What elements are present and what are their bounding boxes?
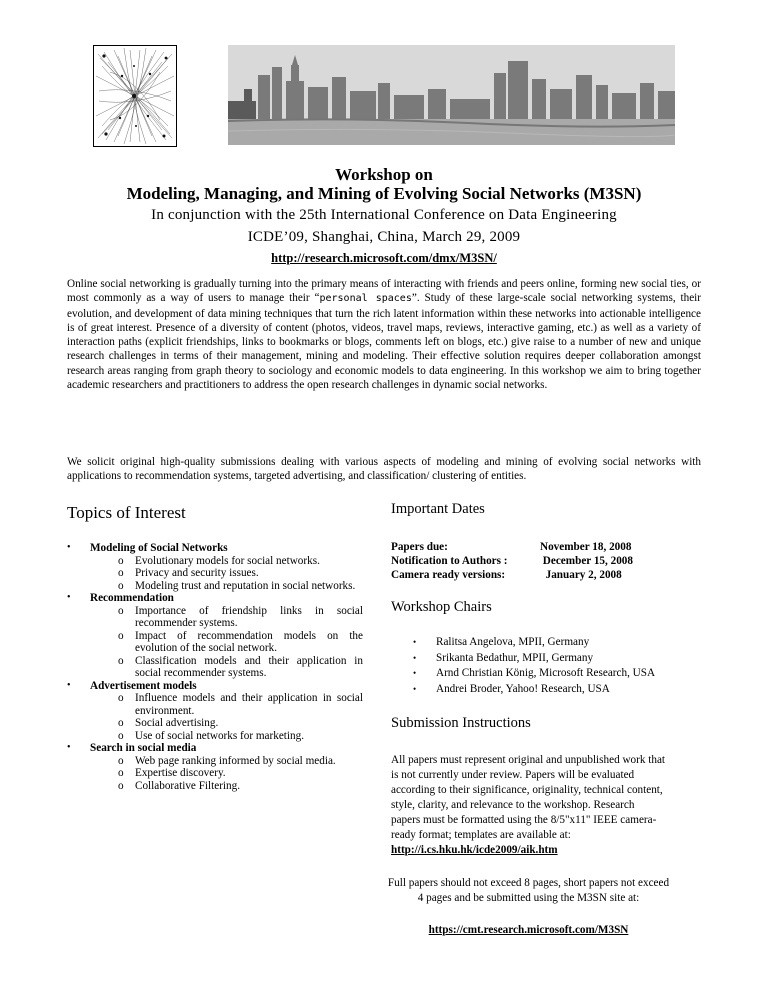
solicit-paragraph: We solicit original high-quality submissions dealing with various aspects of modeling and mining of evolving social networks with applications to recommendation systems, targeted advertising, and classification/ clustering of entities. [67, 456, 701, 483]
subtopic-text: Modeling trust and reputation in social networks. [135, 579, 356, 592]
bullet-icon: • [413, 683, 417, 694]
page-limit-paragraph: Full papers should not exceed 8 pages, short papers not exceed 4 pages and be submitted using the M3SN site at: [387, 877, 670, 904]
subtopic-text: Collaborative Filtering. [135, 779, 241, 792]
topic-item [67, 542, 363, 592]
conjunction-line: In conjunction with the 25th International Conference on Data Engineering [151, 207, 617, 223]
bullet-icon: • [413, 637, 417, 647]
subtopic-text: Importance of friendship links in social recommender systems. [135, 604, 363, 629]
subtopic-text: Use of social networks for marketing. [135, 729, 305, 742]
workshop-title: Workshop on [335, 165, 433, 184]
sub-bullet-icon: o [118, 767, 124, 779]
topic-label: Recommendation [90, 592, 174, 604]
chairs-heading: Workshop Chairs [391, 599, 492, 615]
sub-bullet-icon: o [118, 567, 124, 579]
submission-heading: Submission Instructions [391, 715, 531, 731]
workshop-url-link[interactable]: http://research.microsoft.com/dmx/M3SN/ [271, 251, 497, 265]
dates-table [391, 540, 656, 582]
topics-heading: Topics of Interest [67, 503, 186, 522]
topic-item [67, 592, 363, 680]
subtopic-text: Privacy and security issues. [135, 567, 259, 579]
sub-bullet-icon: o [118, 692, 124, 704]
topic-label: Advertisement models [90, 679, 197, 692]
chairs-list [413, 635, 655, 697]
sub-bullet-icon: o [118, 717, 124, 729]
subtopic-text: Influence models and their application in social environment. [135, 692, 363, 717]
chair-item [413, 682, 655, 698]
bullet-icon: • [67, 742, 71, 753]
chair-item [413, 635, 655, 651]
subtopic-text: Classification models and their application in social recommender systems. [135, 654, 363, 679]
date-row [391, 554, 656, 568]
chair-item [413, 651, 655, 667]
date-value: December 15, 2008 [540, 555, 633, 567]
subtopic-item [90, 580, 363, 593]
date-label: Notification to Authors : [391, 555, 508, 567]
sub-bullet-icon: o [118, 754, 124, 767]
subtopic-item [90, 767, 363, 780]
date-label: Papers due: [391, 541, 448, 553]
chair-name: Andrei Broder, Yahoo! Research, USA [436, 682, 610, 695]
intro-text-part1: Online social networking is gradually turning into the primary means of interacting with friends and peers online, forming new social ties, or most commonly as a way of users to manage their “ [67, 278, 701, 305]
sub-bullet-icon: o [118, 579, 124, 592]
subtopic-text: Expertise discovery. [135, 767, 226, 779]
subtopic-item [90, 755, 363, 768]
topic-label: Modeling of Social Networks [90, 542, 228, 554]
sub-bullet-icon: o [118, 554, 124, 567]
event-line: ICDE’09, Shanghai, China, March 29, 2009 [247, 229, 521, 245]
bullet-icon: • [67, 592, 71, 603]
subtopic-text: Social advertising. [135, 717, 219, 729]
bullet-icon: • [67, 542, 71, 553]
subtopic-item [90, 555, 363, 568]
submission-paragraph [391, 753, 666, 858]
network-graph-image [93, 45, 177, 147]
date-row [391, 568, 656, 582]
chair-name: Ralitsa Angelova, MPII, Germany [436, 636, 590, 648]
template-url-link[interactable]: http://i.cs.hku.hk/icde2009/aik.htm [391, 844, 558, 856]
sub-bullet-icon: o [118, 604, 124, 617]
subtopic-item [90, 730, 363, 743]
sub-bullet-icon: o [118, 654, 124, 667]
subtopic-item [90, 780, 363, 793]
shanghai-skyline-photo [228, 45, 675, 145]
subtopic-item [90, 717, 363, 730]
subtopic-item [90, 567, 363, 580]
submission-text: All papers must represent original and unpublished work that is not currently under review. Papers will be evaluated according to their significance, originality, technical content, style, clarity, and relevance to the workshop. Research papers must be formatted using the 8/5"x11" IEEE camera-ready format; templates are available at: [391, 754, 666, 841]
bullet-icon: • [413, 652, 417, 663]
chair-name: Arnd Christian König, Microsoft Research, USA [436, 667, 656, 679]
subtopic-item [90, 630, 363, 655]
bullet-icon: • [67, 679, 71, 691]
topic-label: Search in social media [90, 742, 197, 754]
subtopic-item [90, 605, 363, 630]
date-row [391, 540, 656, 554]
sub-bullet-icon: o [118, 629, 124, 642]
chair-item [413, 666, 655, 682]
date-value: January 2, 2008 [540, 569, 622, 581]
topics-list [67, 542, 363, 792]
bullet-icon: • [413, 668, 417, 678]
workshop-subtitle: Modeling, Managing, and Mining of Evolving Social Networks (M3SN) [126, 184, 642, 203]
subtopic-text: Impact of recommendation models on the evolution of the social network. [135, 629, 363, 654]
network-graph-icon [94, 46, 176, 146]
intro-paragraph [67, 277, 701, 392]
topic-item [67, 742, 363, 792]
topic-item [67, 680, 363, 743]
skyline-icon [228, 45, 675, 145]
subtopic-item [90, 655, 363, 680]
sub-bullet-icon: o [118, 779, 124, 792]
sub-bullet-icon: o [118, 729, 124, 742]
date-label: Camera ready versions: [391, 569, 506, 581]
subtopic-text: Evolutionary models for social networks. [135, 554, 320, 567]
dates-heading: Important Dates [391, 501, 485, 517]
chair-name: Srikanta Bedathur, MPII, Germany [436, 651, 594, 664]
subtopic-item [90, 692, 363, 717]
cmt-submission-link[interactable]: https://cmt.research.microsoft.com/M3SN [428, 924, 629, 936]
date-value: November 18, 2008 [540, 541, 632, 553]
intro-text-part2: ”. Study of these large-scale social networking systems, their evolution, and development of data mining techniques that turn the rich latent information within these networks into actionable intelligence is of great interest. Presence of a diversity of content (photos, videos, travel maps, reviews, interactive gaming, etc.) as well as a variety of interaction paths (explicit friendships, links to bookmarks or blogs, comments left on blogs, etc.) give raise to a number of new and unique research challenges in terms of their management, mining and modeling. Their effective solution requires deeper collaboration amongst research areas ranging from graph theory to sociology and economic models to data engineering. In this workshop we aim to bring together academic researchers and practitioners to address the open research challenges in dynamic social networks. [67, 292, 701, 392]
subtopic-text: Web page ranking informed by social media. [135, 754, 336, 767]
intro-mono-text: personal spaces [319, 293, 412, 305]
